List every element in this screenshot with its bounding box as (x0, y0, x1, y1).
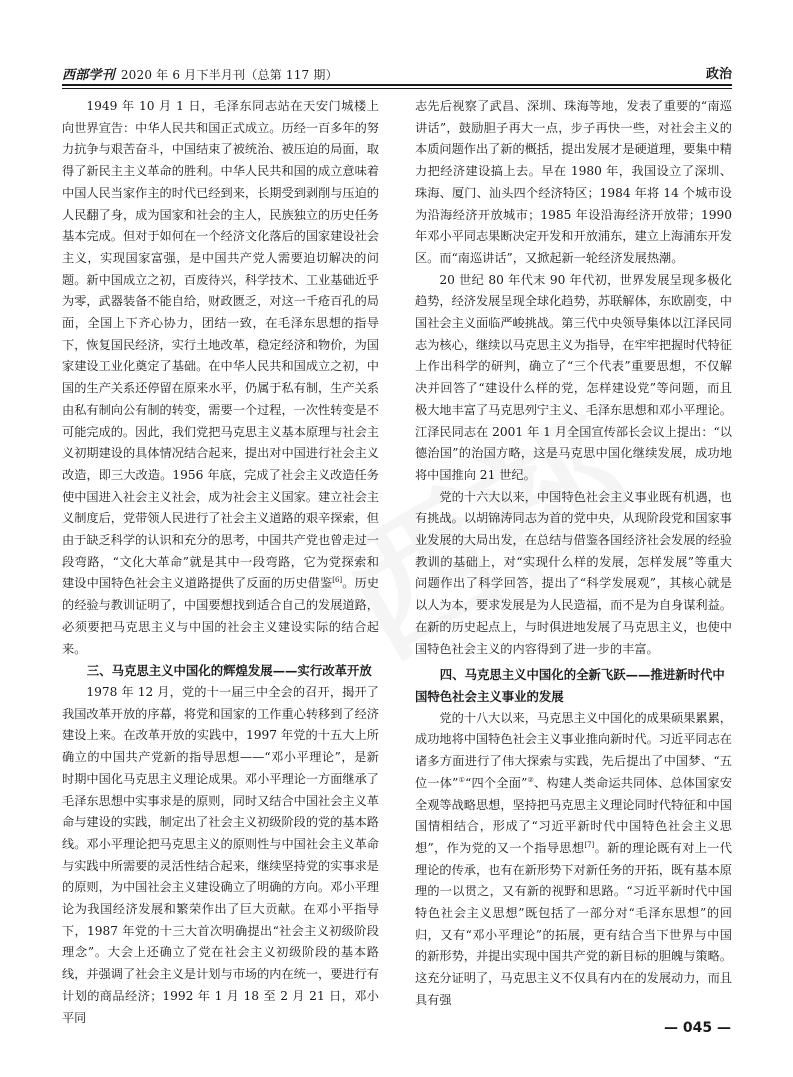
paragraph: 党的十八大以来，马克思主义中国化的成果硕果累累，成功地将中国特色社会主义事业推向新时代。习近平同志在诸多方面进行了伟大探索与实践，先后提出了中国梦、“五位一体”①“四个全面”②、构建人类命运共同体、总体国家安全观等战略思想，坚持把马克思主义理论同时代特征和中国国情相结合，形成了“习近平新时代中国特色社会主义思想”，作为党的又一个指导思想[7]。新的理论既有对上一代理论的传承，也有在新形势下对新任务的开拓，既有基本原理的一以贯之，又有新的视野和思路。“习近平新时代中国特色社会主义思想”既包括了一部分对“毛泽东思想”的回归，又有“邓小平理论”的拓展，更有结合当下世界与中国的新形势，并提出实现中国共产党的新目标的胆魄与策略。这充分证明了，马克思主义不仅具有内在的发展动力，而且具有强 (415, 710, 733, 1007)
header-left (62, 64, 338, 83)
paragraph: 1978 年 12 月，党的十一届三中全会的召开，揭开了我国改革开放的序幕，将党和国家的工作重心转移到了经济建设上来。在改革开放的实践中，1997 年党的十五大上所确立的中国共产党新的指导思想——“邓小平理论”，是新时期中国化马克思主义理论成果。邓小平理论一方面继承了毛泽东思想中实事求是的原则，同时又结合中国社会主义革命与建设的实践，制定出了社会主义初级阶段的党的基本路线。邓小平理论把马克思主义的原则性与中国社会主义革命与实践中所需要的灵活性结合起来，继续坚持党的实事求是的原则，为中国社会主义建设确立了明确的方向。邓小平理论为我国经济发展和繁荣作出了巨大贡献。在邓小平指导下，1987 年党的十三大首次明确提出“社会主义初级阶段理念”。大会上还确立了党在社会主义初级阶段的基本路线，并强调了社会主义是计划与市场的内在统一，要进行有计划的商品经济；1992 年 1 月 18 至 2 月 21 日，邓小平同 (62, 684, 379, 1025)
reference-marker: [6] (332, 576, 343, 585)
running-header (62, 60, 732, 84)
right-column (415, 96, 732, 1012)
paragraph: 志先后视察了武昌、深圳、珠海等地，发表了重要的“南巡讲话”，鼓励胆子再大一点，步子再快一些，对社会主义的本质问题作出了新的概括，提出发展才是硬道理，要集中精力把经济建设搞上去。早在 1980 年，我国设立了深圳、珠海、厦门、汕头四个经济特区；1984 年将 14 个城市设为沿海经济开放城市；1985 年设沿海经济开放带；1990 年邓小平同志果断决定开发和开放浦东，建立上海浦东开发区。而“南巡讲话”，又掀起新一轮经济发展热潮。 (415, 99, 732, 265)
journal-logo: 西部学刊 (62, 68, 115, 83)
header-rule (62, 84, 732, 86)
issue-info: 2020 年 6 月下半月刊（总第 117 期） (120, 68, 338, 82)
header-rule-thin (62, 88, 732, 89)
paragraph: 1949 年 10 月 1 日，毛泽东同志站在天安门城楼上向世界宣告：中华人民共和国正式成立。历经一百多年的努力抗争与艰苦奋斗，中国结束了被统治、被压迫的局面，取得了新民主主义革命的胜利。中华人民共和国的成立意味着中国人民当家作主的时代已经到来，长期受到剥削与压迫的人民翻了身，成为国家和社会的主人，民族独立的历史任务基本完成。但对于如何在一个经济文化落后的国家建设社会主义，实现国家富强，是中国共产党人需要迫切解决的问题。新中国成立之初，百废待兴，科学技术、工业基础近乎为零，武器装备不能自给，财政匮乏，对这一千疮百孔的局面，全国上下齐心协力，团结一致，在毛泽东思想的指导下，恢复国民经济，实行土地改革，稳定经济和物价，为国家建设工业化奠定了基础。在中华人民共和国成立之初，中国的生产关系还停留在原来水平，仍属于私有制，生产关系由私有制向公有制的转变，需要一个过程，一次性转变是不可能完成的。因此，我们党把马克思主义基本原理与社会主义初期建设的具体情况结合起来，提出对中国进行社会主义改造，即三大改造。1956 年底，完成了社会主义改造任务使中国进入社会主义社会，成为社会主义国家。建立社会主义制度后，党带领人民进行了社会主义道路的艰辛探索，但由于缺乏科学的认识和充分的思考，中国共产党也曾走过一段弯路，“文化大革命”就是其中一段弯路，它为党探索和建设中国特色社会主义道路提供了反面的历史借鉴[6]。历史的经验与教训证明了，中国要想找到适合自己的发展道路，必须要把马克思主义与中国的社会主义建设实际的结合起来。 (62, 99, 380, 656)
left-column (62, 96, 379, 1029)
paragraph: 党的十六大以来，中国特色社会主义事业既有机遇，也有挑战。以胡锦涛同志为首的党中央，从现阶段党和国家事业发展的大局出发，在总结与借鉴各国经济社会发展的经验教训的基础上，对“实现什么样的发展，怎样发展”等重大问题作出了科学回答，提出了“科学发展观”，其核心就是以人为本，要求发展是为人民造福，而不是为自身谋利益。在新的历史起点上，与时俱进地发展了马克思主义，也使中国特色社会主义的内容得到了进一步的丰富。 (415, 489, 732, 656)
reference-marker: [7] (584, 840, 595, 849)
paragraph: 20 世纪 80 年代末 90 年代初，世界发展呈现多极化趋势，经济发展呈现全球化趋势，苏联解体，东欧剧变，中国社会主义面临严峻挑战。第三代中央领导集体以江泽民同志为核心，继续以马克思主义为指导，在牢牢把握时代特征上作出科学的研判，确立了“三个代表”重要思想，不仅解决并回答了“建设什么样的党，怎样建设党”等问题，而且极大地丰富了马克思列宁主义、毛泽东思想和邓小平理论。江泽民同志在 2001 年 1 月全国宣传部长会议上提出：“以德治国”的治国方略，这是马克思中国化继续发展，成功地将中国推向 21 世纪。 (415, 272, 732, 482)
footnote-marker: ① (458, 775, 466, 784)
footnote-marker: ② (527, 775, 534, 784)
page-number: — 045 — (664, 1020, 731, 1036)
section-heading-4: 四、马克思主义中国化的全新飞跃——推进新时代中国特色社会主义事业的发展 (415, 667, 725, 704)
section-title: 政治 (705, 67, 732, 82)
section-heading-3: 三、马克思主义中国化的辉煌发展——实行改革开放 (86, 663, 372, 679)
